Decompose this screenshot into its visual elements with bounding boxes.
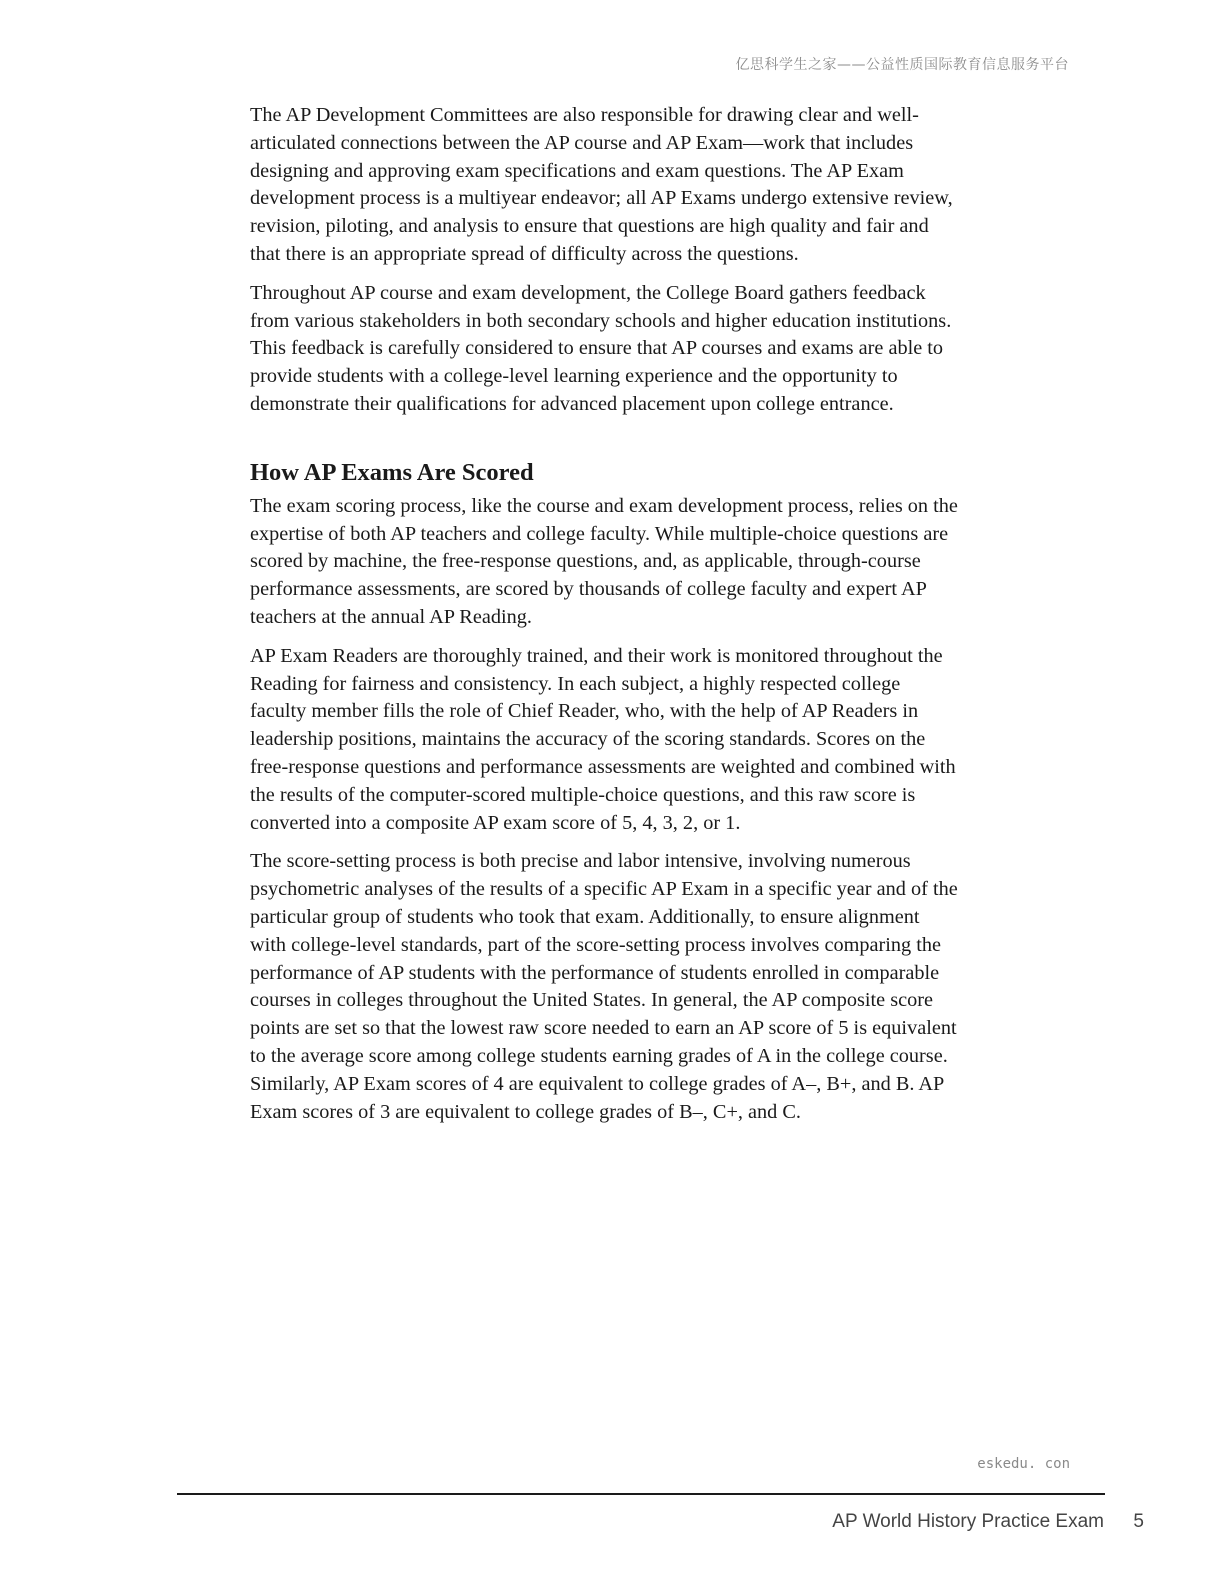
paragraph-readers: AP Exam Readers are thoroughly trained, and their work is monitored throughout the Reading for fairness and consistency. In each subject, a highly respected college faculty member fills the role of Chief Reader, who, with the help of AP Readers in leadership positions, maintains the accuracy of the scoring standards. Scores on the free-response questions and performance assessments are weighted and combined with the results of the computer-scored multiple-choice questions, and this raw score is converted into a composite AP exam score of 5, 4, 3, 2, or 1. [250,644,956,834]
header-watermark: 亿思科学生之家——公益性质国际教育信息服务平台 [735,57,1069,73]
paragraph-score-setting: The score-setting process is both precise and labor intensive, involving numerous psychometric analyses of the results of a specific AP Exam in a specific year and of the particular group of students who took that exam. Additionally, to ensure alignment with college-level standards, part of the score-setting process involves comparing the performance of AP students with the performance of students enrolled in comparable courses in colleges throughout the United States. In general, the AP composite score points are set so that the lowest raw score needed to earn an AP score of 5 is equivalent to the average score among college students earning grades of A in the college course. Similarly, AP Exam scores of 4 are equivalent to college grades of A–, B+, and B. AP Exam scores of 3 are equivalent to college grades of B–, C+, and C. [250,850,958,1123]
footer-document-title: AP World History Practice Exam [832,1511,1104,1532]
paragraph-feedback: Throughout AP course and exam development, the College Board gathers feedback from various stakeholders in both secondary schools and higher education institutions. This feedback is carefully considered to ensure that AP courses and exams are able to provide students with a college-level learning experience and the opportunity to demonstrate their qualifications for advanced placement upon college entrance. [250,281,952,415]
footer-divider [177,1493,1105,1495]
paragraph-committees: The AP Development Committees are also responsible for drawing clear and well-articulated connections between the AP course and AP Exam—work that includes designing and approving exam specifications and exam questions. The AP Exam development process is a multiyear endeavor; all AP Exams undergo extensive review, revision, piloting, and analysis to ensure that questions are high quality and fair and that there is an appropriate spread of difficulty across the questions. [250,104,953,265]
footer-watermark: eskedu. con [977,1456,1070,1472]
paragraph-scoring-process: The exam scoring process, like the course and exam development process, relies on the expertise of both AP teachers and college faculty. While multiple-choice questions are scored by machine, the free-response questions, and, as applicable, through-course performance assessments, are scored by thousands of college faculty and expert AP teachers at the annual AP Reading. [250,494,958,628]
page-body [250,102,960,1137]
page-number: 5 [1133,1511,1144,1532]
section-heading: How AP Exams Are Scored [250,458,534,486]
